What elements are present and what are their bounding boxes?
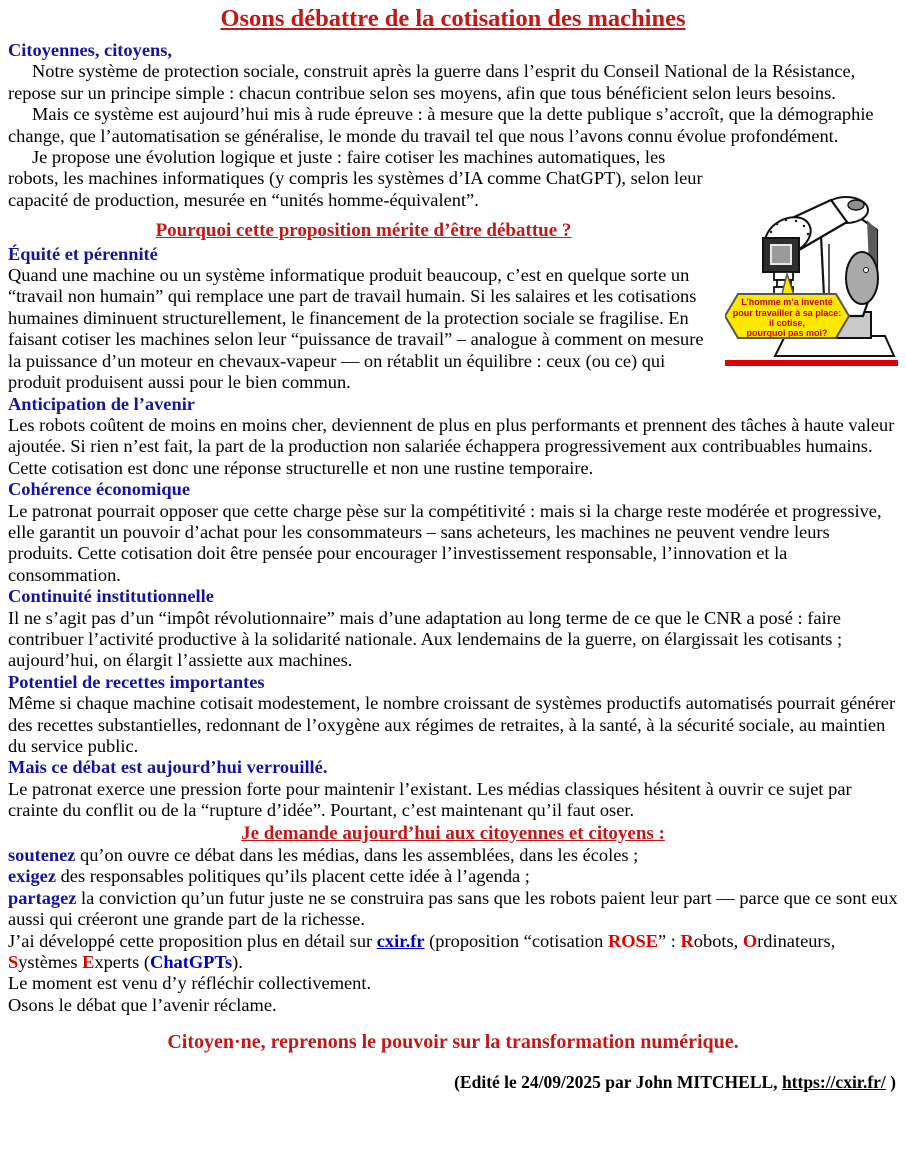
demand-item-partagez	[8, 888, 898, 931]
demand-text-partagez: la conviction qu’un futur juste ne se construira pas sans que les robots paient leur part — parce que ce sont eux aussi qui créeront une grande part de la richesse.	[8, 887, 898, 930]
block-text-verrouille: Le patronat exerce une pression forte pour maintenir l’existant. Les médias classiques hésitent à ouvrir ce sujet par crainte du conflit ou de la “rupture d’idée”. Pourtant, c’est maintenant qu’il faut oser.	[8, 778, 852, 821]
closing-line-1: Le moment est venu d’y réfléchir collectivement.	[8, 973, 372, 994]
demand-lead-soutenez: soutenez	[8, 845, 76, 866]
robot-arm-drawing	[725, 174, 898, 360]
footer-text: (Edité le 24/09/2025 par John MITCHELL,	[454, 1071, 782, 1092]
intro-paragraph-1: Notre système de protection sociale, construit après la guerre dans l’esprit du Conseil National de la Résistance, repose sur un principe simple : chacun contribue selon ses moyens, afin que tous bénéficient selon leurs besoins.	[8, 61, 856, 103]
intro-paragraph-3: Je propose une évolution logique et juste : faire cotiser les machines automatiques, les robots, les machines informatiques (y compris les systèmes d’IA comme ChatGPT), selon leur capacité de production, mesurée en “unités homme-équivalent”.	[8, 147, 703, 210]
block-heading-recettes: Potentiel de recettes importantes	[8, 671, 265, 692]
robot-illustration	[725, 147, 898, 366]
rose-cap-r: R	[680, 930, 694, 951]
rose-word-systemes: ystèmes	[18, 952, 83, 973]
rose-word-ordinateurs: rdinateurs,	[757, 930, 836, 951]
rose-cap-o: O	[742, 930, 758, 951]
tract-page	[8, 5, 898, 1093]
demand-lead-partagez: partagez	[8, 887, 77, 908]
bubble-line-3: il cotise,	[768, 318, 806, 329]
cxir-link[interactable]: cxir.fr	[376, 930, 425, 951]
slogan: Citoyen·ne, reprenons le pouvoir sur la transformation numérique.	[167, 1031, 739, 1054]
rose-cap-s: S	[8, 952, 19, 973]
bubble-line-1: L’homme m’a inventé	[741, 297, 833, 308]
page-title: Osons débattre de la cotisation des machines	[220, 5, 686, 32]
block-text-anticipation: Les robots coûtent de moins en moins cher, deviennent de plus en plus performants et prennent des tâches à haute valeur ajoutée. Si rien n’est fait, la part de la production non salariée échappera progressivement aux contribuables humains. Cette cotisation est donc une réponse structurelle et non une rustine temporaire.	[8, 414, 895, 478]
bubble-line-4: pourquoi pas moi?	[746, 328, 828, 339]
rose-word-robots: obots,	[693, 930, 743, 951]
rose-word-experts: xperts (	[94, 952, 151, 973]
bubble-line-2: pour travailler à sa place:	[732, 308, 842, 319]
chatgpts-label: ChatGPTs	[150, 952, 233, 973]
rose-mid-text: (proposition “cotisation	[424, 930, 608, 951]
block-heading-continuite: Continuité institutionnelle	[8, 586, 214, 607]
rose-intro-text: J’ai développé cette proposition plus en détail sur	[8, 930, 377, 951]
closing-line-2: Osons le débat que l’avenir réclame.	[8, 994, 277, 1015]
demand-text-soutenez: qu’on ouvre ce débat dans les médias, dans les assemblées, dans les écoles ;	[80, 845, 639, 866]
block-heading-coherence: Cohérence économique	[8, 479, 191, 500]
block-text-continuite: Il ne s’agit pas d’un “impôt révolutionnaire” mais d’une adaptation au long terme de ce que le CNR a posé : faire contribuer l’activité productive à la solidarité nationale. Aux lendemains de la guerre, on élargissait les cotisants ; aujourd’hui, on élargit l’assiette aux machines.	[8, 607, 843, 671]
salutation: Citoyennes, citoyens,	[8, 40, 172, 60]
rose-acronym: ROSE	[607, 930, 659, 951]
why-heading: Pourquoi cette proposition mérite d’être débattue ?	[155, 220, 572, 242]
rose-after-text: ” :	[658, 930, 681, 951]
footer-link[interactable]: https://cxir.fr/	[781, 1071, 886, 1092]
block-heading-verrouille: Mais ce débat est aujourd’hui verrouillé.	[8, 757, 328, 778]
rose-end-text: ).	[232, 952, 243, 973]
footer-text-end: )	[885, 1071, 896, 1092]
block-heading-anticipation: Anticipation de l’avenir	[8, 393, 195, 414]
footer	[8, 1072, 898, 1093]
demand-lead-exigez: exigez	[8, 866, 56, 887]
rose-cap-e: E	[82, 952, 95, 973]
demand-item-soutenez	[8, 845, 898, 866]
demand-text-exigez: des responsables politiques qu’ils placent cette idée à l’agenda ;	[60, 866, 530, 887]
demand-item-exigez	[8, 866, 898, 887]
block-text-equite: Quand une machine ou un système informatique produit beaucoup, c’est en quelque sorte un “travail non humain” qui remplace une part de travail humain. Si les salaires et les cotisations humaines diminuent structurellement, le financement de la protection sociale se fragilise. En faisant cotiser les machines selon leur “puissance de travail” – analogue à comment on mesure la puissance d’un moteur en chevaux-vapeur — on rétablit un équilibre : ceux (ou ce) qui produit produisent aussi pour le bien commun.	[8, 265, 704, 393]
robot-counterweight	[846, 252, 878, 304]
intro-paragraph-2: Mais ce système est aujourd’hui mis à rude épreuve : à mesure que la dette publique s’accroît, que la démographie change, que l’automatisation se généralise, le monde du travail tel que nous l’avons connu évolue profondément.	[8, 104, 874, 146]
red-divider-bar	[725, 360, 898, 366]
block-text-recettes: Même si chaque machine cotisait modestement, le nombre croissant de systèmes productifs automatisés pourrait générer des recettes substantielles, redonnant de l’oxygène aux régimes de retraites, à la santé, à la sécurité sociale, au maintien du service public.	[8, 693, 896, 756]
rose-paragraph	[8, 931, 898, 974]
block-heading-equite: Équité et pérennité	[8, 243, 158, 264]
demand-heading: Je demande aujourd’hui aux citoyennes et citoyens :	[241, 822, 665, 844]
block-text-coherence: Le patronat pourrait opposer que cette charge pèse sur la compétitivité : mais si la charge reste modérée et progressive, elle garantit un pouvoir d’achat pour les consommateurs – sans acheteurs, les machines ne peuvent vendre leurs produits. Cette cotisation doit être pensée pour encourager l’investissement responsable, l’innovation et la consommation.	[8, 500, 882, 585]
